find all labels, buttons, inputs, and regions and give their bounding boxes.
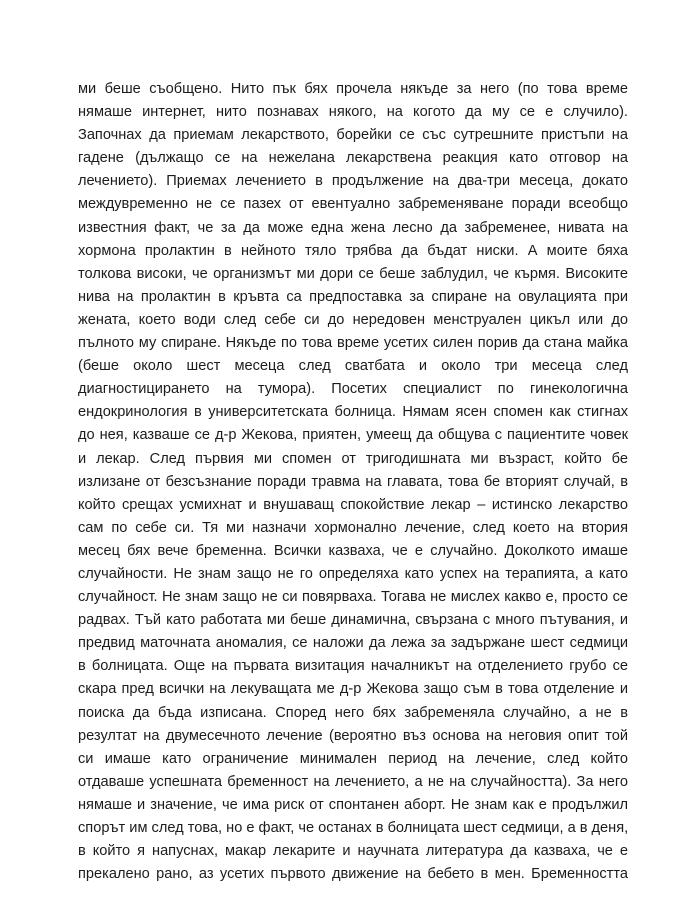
text-line: който срещах усмихнат и внушаващ спокойствие лекар – истинско лекарство: [78, 496, 628, 513]
text-line: в който я напуснах, макар лекарите и научната литература да казваха, че е: [78, 843, 628, 860]
text-line: жената, което води след себе си до нередовен менструален цикъл или до: [78, 311, 628, 328]
text-line: излизане от безсъзнание поради травма на главата, това бе вторият случай, в: [78, 473, 628, 490]
text-line: пълното му спиране. Някъде по това време усетих силен порив да стана майка: [78, 335, 628, 352]
text-line: случайности. Не знам защо не го определяха като успех на терапията, а като: [78, 565, 628, 582]
body-text: [78, 78, 628, 886]
text-line: лечението). Приемах лечението в продължение на два-три месеца, докато: [78, 173, 628, 190]
text-line: спорът им след това, но е факт, че останах в болницата шест седмици, а в деня,: [78, 820, 628, 836]
text-line: сам по себе си. Тя ми назначи хормонално лечение, след което на втория: [78, 519, 628, 536]
text-line: Започнах да приемам лекарството, борейки се със сутрешните пристъпи на: [78, 127, 628, 144]
text-line: толкова високи, че организмът ми дори се беше заблудил, че кърмя. Високите: [78, 265, 628, 282]
text-line: нива на пролактин в кръвта са предпоставка за спиране на овулацията при: [78, 288, 628, 305]
text-line: хормона пролактин в нейното тяло трябва да бъдат ниски. А моите бяха: [78, 242, 628, 259]
text-line: ми беше съобщено. Нито пък бях прочела някъде за него (по това време: [78, 81, 628, 97]
text-line: скара пред всички на лекуващата ме д-р Жекова защо съм в това отделение и: [78, 681, 628, 698]
text-line: ендокринология в университетската болница. Нямам ясен спомен как стигнах: [78, 404, 628, 421]
text-line: диагностицирането на тумора). Посетих специалист по гинекологична: [78, 381, 628, 398]
text-line: гадене (дължащо се на нежелана лекарствена реакция като отговор на: [78, 150, 628, 167]
text-line: (беше около шест месеца след сватбата и около три месеца след: [78, 358, 628, 375]
text-line: нямаше и значение, че има риск от спонтанен аборт. Не знам как е продължил: [78, 796, 628, 813]
text-line: отдаваше успешната бременност на лечението, а не на случайността). За него: [78, 773, 628, 790]
text-line: нямаше интернет, нито познавах някого, на когото да му се е случило).: [78, 104, 628, 121]
text-line: месец бях вече бременна. Всички казваха, че е случайно. Доколкото имаше: [78, 542, 628, 559]
text-line: междувременно не се пазех от евентуално забременяване поради всеобщо: [78, 196, 628, 213]
text-line: поиска да бъда изписана. Според него бях забременяла случайно, а не в: [78, 704, 628, 721]
text-line: предвид маточната аномалия, се наложи да лежа за задържане шест седмици: [78, 635, 628, 652]
text-line: известния факт, че за да може една жена лесно да забременее, нивата на: [78, 219, 628, 236]
text-line: прекалено рано, аз усетих първото движение на бебето в мен. Бременността: [78, 866, 628, 883]
text-line: до нея, казваше се д-р Жекова, приятен, умеещ да общува с пациентите човек: [78, 427, 628, 444]
text-line: си имаше като ограничение минимален период на лечение, след който: [78, 750, 628, 767]
text-line: и лекар. След първия ми спомен от тригодишната ми възраст, който бе: [78, 450, 628, 467]
text-line: резултат на двумесечното лечение (вероятно въз основа на неговия опит той: [78, 727, 628, 744]
text-line: случайност. Не знам защо не си повярваха. Тогава не мислех какво е, просто се: [78, 589, 628, 606]
text-line: радвах. Тъй като работата ми беше динамична, свързана с много пътувания, и: [78, 612, 628, 629]
text-line: в болницата. Още на първата визитация началникът на отделението грубо се: [78, 658, 628, 675]
